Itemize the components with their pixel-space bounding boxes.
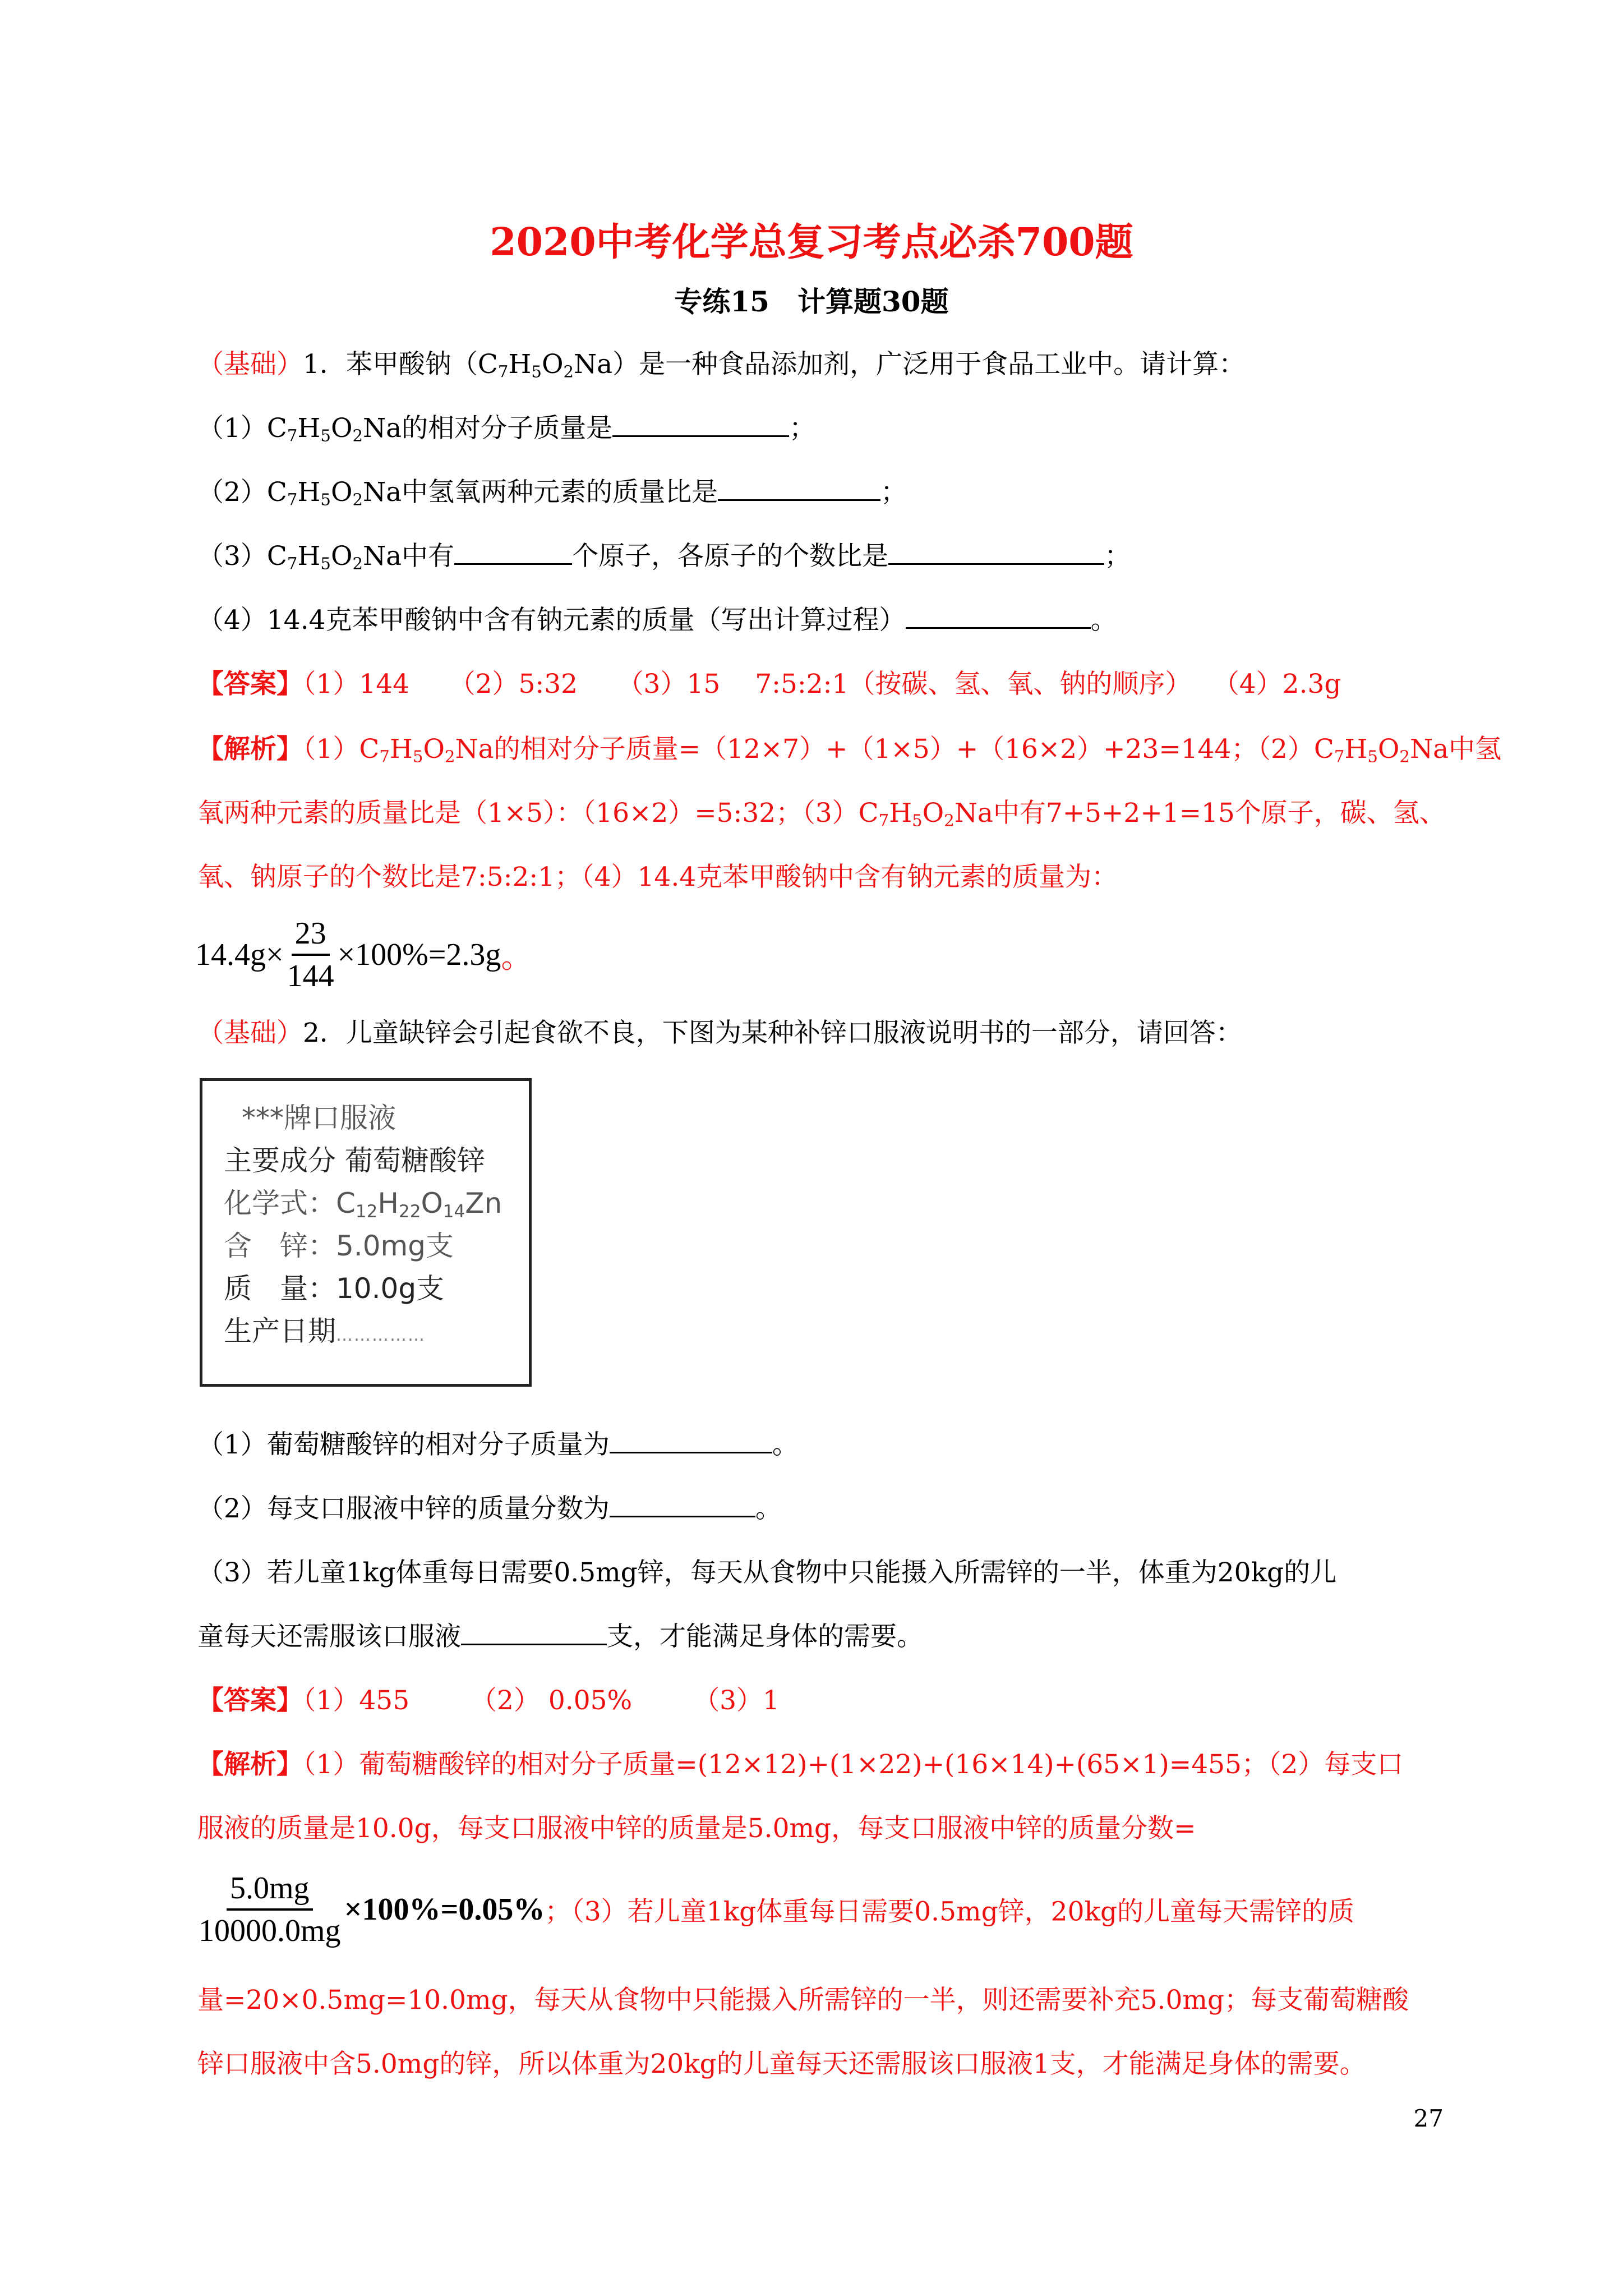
q1-fraction — [284, 913, 338, 996]
q1-part4 — [197, 604, 1117, 637]
page-subtitle: 专练15 计算题30题 — [674, 285, 949, 318]
label-production-date-text: 生产日期 — [224, 1315, 336, 1347]
label-ingredient: 主要成分 葡萄糖酸锌 — [224, 1144, 485, 1177]
label-brand: ***牌口服液 — [242, 1102, 396, 1134]
q2-part1-blank — [610, 1429, 772, 1453]
q1-part4-text: （4）14.4克苯甲酸钠中含有钠元素的质量（写出计算过程） — [197, 605, 906, 636]
q1-part1-blank — [612, 413, 789, 437]
q1-part1-text: $(1)C_7H_5O_2Na$的相对分子质量是 — [197, 413, 613, 445]
q2-part3-line-1: （3）若儿童1kg体重每日需要0.5mg锌，每天从食物中只能摄入所需锌的一半，体重为20kg的儿 — [197, 1557, 1337, 1588]
q2-analysis-label: 【解析】 — [197, 1749, 303, 1780]
q2-part2-end: 。 — [755, 1493, 782, 1524]
q1-formula — [195, 913, 532, 996]
q1-fraction-numerator: 23 — [292, 913, 330, 956]
q2-analysis-line-1 — [197, 1748, 1403, 1782]
q2-formula-result: ×100%=0.05% — [344, 1892, 545, 1927]
q1-stem-line — [197, 348, 1245, 381]
page-title: 2020中考化学总复习考点必杀700题 — [490, 220, 1133, 265]
q2-fraction — [195, 1868, 344, 1951]
q1-analysis-label: 【解析】 — [197, 734, 303, 765]
q2-tag: （基础） — [197, 1018, 303, 1048]
label-production-date — [224, 1309, 426, 1349]
q2-answer-label: 【答案】 — [197, 1685, 303, 1716]
q2-part3-text: 童每天还需服该口服液 — [197, 1621, 461, 1652]
q2-analysis-text-1: （1）葡萄糖酸锌的相对分子质量=(12×12)+(1×22)+(16×14)+(65×1)=455；（2）每支口 — [303, 1749, 1404, 1780]
q1-part2 — [197, 476, 907, 509]
q1-part2-blank — [718, 477, 880, 501]
q1-part4-blank — [906, 605, 1091, 629]
q1-answer — [197, 668, 1341, 701]
q2-part3-end: 支，才能满足身体的需要。 — [607, 1621, 923, 1652]
q1-formula-prefix: 14.4g× — [195, 937, 284, 972]
label-formula: 化学式：$C_{12}H_{22}O_{14}Zn$ — [224, 1187, 502, 1222]
q1-fraction-denominator: 144 — [287, 959, 334, 993]
q2-answer-text: （1）455 （2） 0.05% （3）1 — [303, 1685, 780, 1716]
q2-part3-line-2 — [197, 1620, 923, 1654]
q1-part3-text-2: 个原子，各原子的个数比是 — [572, 541, 889, 572]
q1-part1-end: ； — [789, 413, 816, 444]
q1-part3-text: $(3)C_7H_5O_2Na$中有 — [197, 541, 455, 573]
q1-tag: （基础） — [197, 349, 303, 380]
q2-stem: 2．儿童缺锌会引起食欲不良，下图为某种补锌口服液说明书的一部分，请回答： — [303, 1018, 1242, 1048]
q1-analysis-line-3: 氧、钠原子的个数比是7:5:2:1；（4）14.4克苯甲酸钠中含有钠元素的质量为： — [197, 862, 1118, 892]
q1-part2-text: $(2)C_7H_5O_2Na$中氢氧两种元素的质量比是 — [197, 477, 718, 509]
q2-part3-blank — [461, 1621, 607, 1645]
label-production-date-dots: …………… — [336, 1326, 426, 1345]
q1-part3-blank-1 — [454, 541, 572, 565]
q2-analysis-text-3: ；（3）若儿童1kg体重每日需要0.5mg锌，20kg的儿童每天需锌的质 — [545, 1896, 1355, 1927]
q2-part2-text: （2）每支口服液中锌的质量分数为 — [197, 1493, 610, 1524]
q1-part3-blank-2 — [888, 541, 1104, 565]
q2-part1-end: 。 — [772, 1429, 799, 1460]
page-number: 27 — [1413, 2105, 1444, 2132]
q1-formula-end: 。 — [501, 940, 533, 975]
q2-analysis-line-5: 锌口服液中含5.0mg的锌，所以体重为20kg的儿童每天还需服该口服液1支，才能满足身体的需要。 — [197, 2049, 1366, 2079]
q2-answer — [197, 1684, 780, 1718]
q2-part2 — [197, 1492, 782, 1526]
product-label-image — [200, 1078, 532, 1387]
label-zinc-content: 含 锌：5.0mg支 — [224, 1230, 454, 1262]
q2-fraction-denominator: 10000.0mg — [199, 1913, 341, 1948]
q1-part2-end: ； — [880, 477, 907, 508]
q1-analysis-text-1: $(1)C_7H_5O_2Na$的相对分子质量=（12×7）+（1×5）+（16×2）+23=144；$(2)C_7H_5O_2Na$中氢 — [303, 734, 1502, 766]
q2-stem-line — [197, 1016, 1242, 1050]
q1-part1 — [197, 412, 815, 445]
q2-analysis-line-2: 服液的质量是10.0g，每支口服液中锌的质量是5.0mg，每支口服液中锌的质量分数= — [197, 1813, 1196, 1844]
q2-analysis-line-4: 量=20×0.5mg=10.0mg，每天从食物中只能摄入所需锌的一半，则还需要补充5.0mg；每支葡萄糖酸 — [197, 1985, 1409, 2016]
q1-answer-label: 【答案】 — [197, 669, 303, 700]
q2-part1-text: （1）葡萄糖酸锌的相对分子质量为 — [197, 1429, 610, 1460]
q1-part4-end: 。 — [1090, 605, 1117, 636]
q2-formula — [195, 1868, 1354, 1951]
q1-formula-result: ×100%=2.3g — [337, 937, 501, 972]
q1-part3 — [197, 540, 1131, 573]
q1-part3-end: ； — [1104, 541, 1131, 572]
q1-analysis-line-2: 氧两种元素的质量比是（1×5）：（16×2）=5:32；$(3)C_7H_5O_2Na$中有7+5+2+1=15个原子，碳、氢、 — [197, 798, 1446, 830]
q1-stem: 1．苯甲酸钠$(C_7H_5O_2Na)$是一种食品添加剂，广泛用于食品工业中。请计算： — [303, 349, 1246, 381]
q2-fraction-numerator: 5.0mg — [227, 1868, 313, 1911]
q2-part2-blank — [610, 1493, 755, 1517]
q1-answer-text: （1）144 （2）5:32 （3）15 7:5:2:1（按碳、氢、氧、钠的顺序） （4）2.3g — [303, 669, 1341, 700]
q1-analysis-line-1 — [197, 733, 1501, 766]
q2-part1 — [197, 1428, 799, 1462]
label-mass: 质 量：10.0g支 — [224, 1272, 445, 1305]
